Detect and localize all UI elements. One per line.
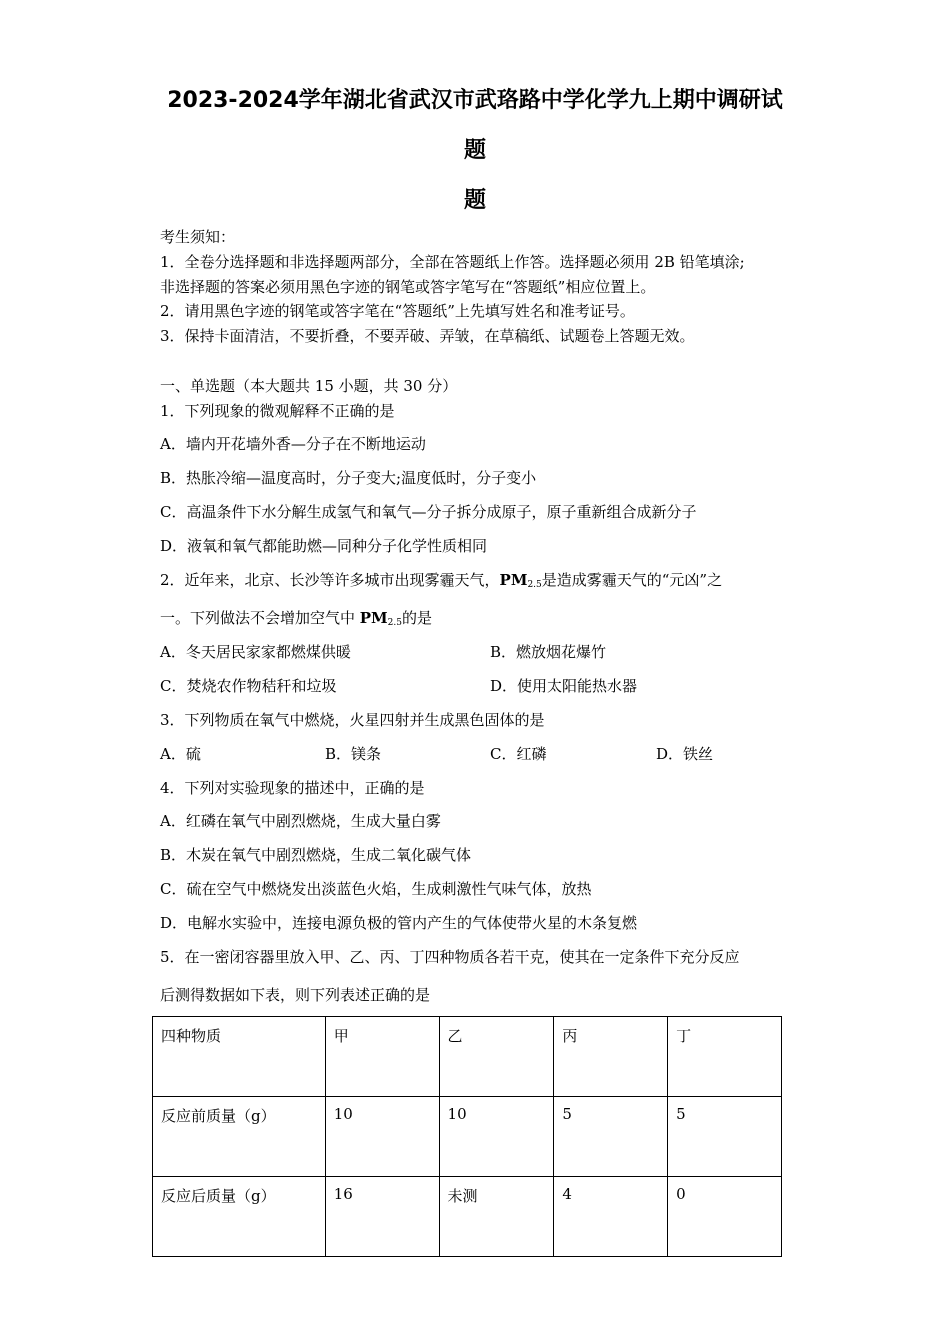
question-4-option-a: A．红磷在氧气中剧烈燃烧，生成大量白雾 — [160, 812, 441, 830]
notice-item-1b: 非选择题的答案必须用黑色字迹的钢笔或答字笔写在“答题纸”相应位置上。 — [160, 278, 656, 296]
section-heading: 一、单选题（本大题共 15 小题，共 30 分） — [160, 377, 458, 395]
question-1-option-a: A．墙内开花墙外香—分子在不断地运动 — [160, 435, 426, 453]
table-header-cell: 丙 — [554, 1017, 668, 1097]
page-title: 2023-2024学年湖北省武汉市武珞路中学化学九上期中调研试 — [167, 88, 783, 113]
table-cell: 反应后质量（g） — [153, 1177, 326, 1257]
table-header-cell: 四种物质 — [153, 1017, 326, 1097]
question-3-option-b: B．镁条 — [325, 745, 382, 763]
question-2-option-a: A．冬天居民家家都燃煤供暖 — [160, 643, 351, 661]
question-2-stem-line1 — [160, 570, 722, 590]
table-cell: 5 — [668, 1097, 782, 1177]
question-2-stem-line2 — [160, 608, 432, 628]
question-5-stem-line2: 后测得数据如下表，则下列表述正确的是 — [160, 986, 431, 1004]
question-2-option-b: B．燃放烟花爆竹 — [490, 643, 607, 661]
page-title-repeat: 题 — [463, 188, 486, 213]
question-3-stem: 3．下列物质在氧气中燃烧，火星四射并生成黑色固体的是 — [160, 711, 545, 729]
pm-subscript: 2.5 — [527, 580, 542, 590]
notice-item-1a: 1．全卷分选择题和非选择题两部分，全部在答题纸上作答。选择题必须用 2B 铅笔填涂; — [160, 253, 745, 271]
question-1-option-c: C．高温条件下水分解生成氢气和氧气—分子拆分成原子，原子重新组合成新分子 — [160, 503, 697, 521]
table-cell: 未测 — [439, 1177, 554, 1257]
table-header-row — [153, 1017, 782, 1097]
table-cell: 10 — [439, 1097, 554, 1177]
question-4-option-b: B．木炭在氧气中剧烈燃烧，生成二氧化碳气体 — [160, 846, 472, 864]
question-2-option-d: D．使用太阳能热水器 — [490, 677, 638, 695]
table-cell: 5 — [554, 1097, 668, 1177]
q2-stem2-text: 一。下列做法不会增加空气中 — [160, 609, 360, 627]
pm-subscript-2: 2.5 — [387, 618, 402, 628]
q2-stem-text-end: 是造成雾霾天气的“元凶”之 — [541, 571, 723, 589]
question-4-option-d: D．电解水实验中，连接电源负极的管内产生的气体使带火星的木条复燃 — [160, 914, 638, 932]
table-header-cell: 乙 — [439, 1017, 554, 1097]
q2-stem2-text-end: 的是 — [402, 609, 433, 627]
table-cell: 反应前质量（g） — [153, 1097, 326, 1177]
notice-item-2: 2．请用黑色字迹的钢笔或答字笔在“答题纸”上先填写姓名和准考证号。 — [160, 302, 635, 320]
table-header-cell: 甲 — [325, 1017, 439, 1097]
question-4-option-c: C．硫在空气中燃烧发出淡蓝色火焰，生成刺激性气味气体，放热 — [160, 880, 592, 898]
question-1-stem: 1．下列现象的微观解释不正确的是 — [160, 402, 395, 420]
question-4-stem: 4．下列对实验现象的描述中，正确的是 — [160, 779, 425, 797]
notice-item-3: 3．保持卡面清洁，不要折叠，不要弄破、弄皱，在草稿纸、试题卷上答题无效。 — [160, 327, 695, 345]
q2-stem-text: 2．近年来，北京、长沙等许多城市出现雾霾天气， — [160, 571, 500, 589]
question-2-option-c: C．焚烧农作物秸秆和垃圾 — [160, 677, 337, 695]
table-cell: 4 — [554, 1177, 668, 1257]
notice-heading: 考生须知： — [160, 228, 236, 246]
question-3-option-a: A．硫 — [160, 745, 201, 763]
question-1-option-d: D．液氧和氧气都能助燃—同种分子化学性质相同 — [160, 537, 488, 555]
mass-data-table — [152, 1016, 782, 1257]
table-cell: 16 — [325, 1177, 439, 1257]
page-title-continued: 题 — [463, 138, 486, 163]
question-5-stem-line1: 5．在一密闭容器里放入甲、乙、丙、丁四种物质各若干克，使其在一定条件下充分反应 — [160, 948, 740, 966]
pm-label-2: PM — [359, 609, 388, 627]
table-header-cell: 丁 — [668, 1017, 782, 1097]
table-row — [153, 1177, 782, 1257]
table-cell: 10 — [325, 1097, 439, 1177]
pm-label: PM — [499, 571, 528, 589]
question-1-option-b: B．热胀冷缩—温度高时，分子变大;温度低时，分子变小 — [160, 469, 537, 487]
table-row — [153, 1097, 782, 1177]
question-3-option-c: C．红磷 — [490, 745, 547, 763]
question-3-option-d: D．铁丝 — [656, 745, 714, 763]
table-cell: 0 — [668, 1177, 782, 1257]
